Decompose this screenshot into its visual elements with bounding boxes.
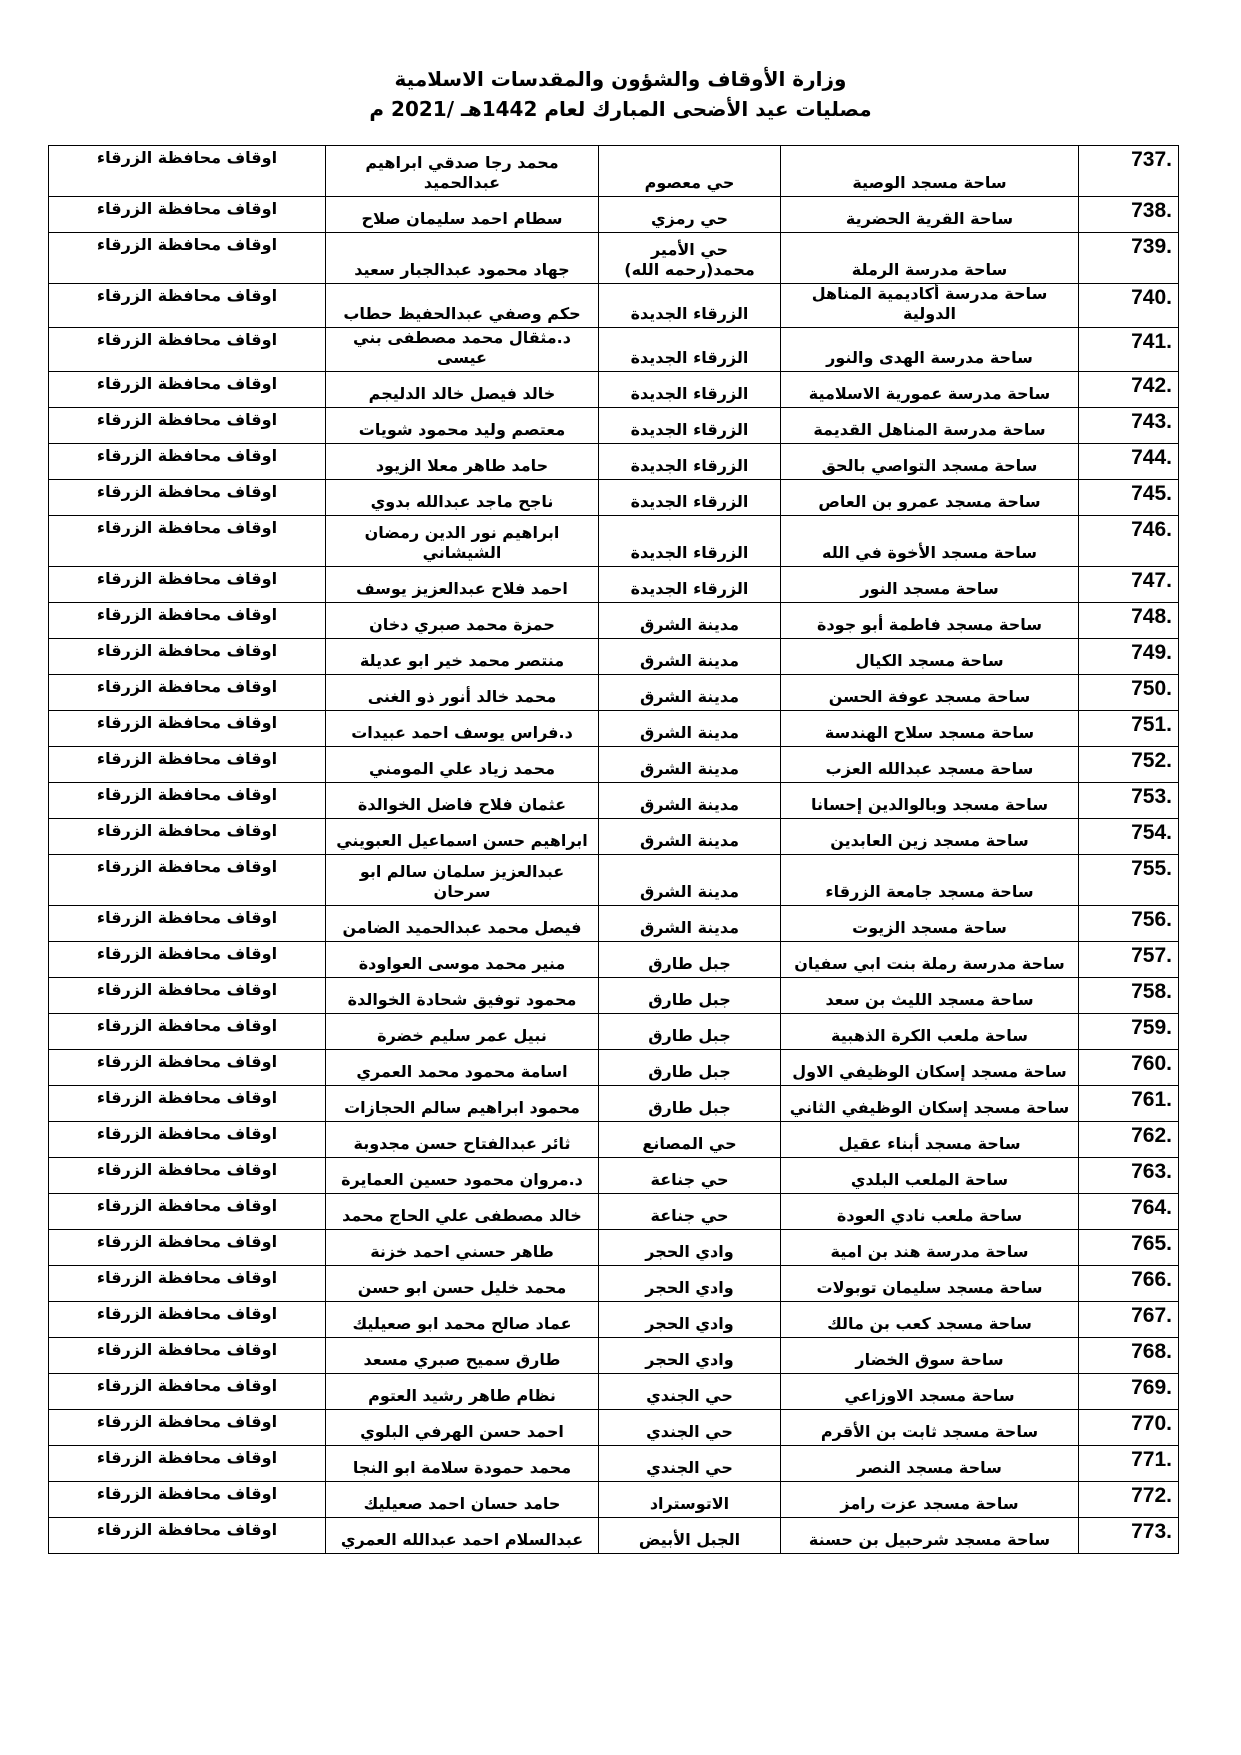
- prayer-ground-name: ساحة مدرسة أكاديمية المناهل الدولية: [781, 284, 1079, 328]
- prayer-ground-name: ساحة مسجد سلاح الهندسة: [781, 711, 1079, 747]
- row-number: 766.: [1079, 1266, 1179, 1302]
- table-row: [49, 233, 1179, 284]
- table-row: [49, 408, 1179, 444]
- imam-name: ابراهيم حسن اسماعيل العبويني: [326, 819, 599, 855]
- prayer-ground-name: ساحة مسجد وبالوالدين إحسانا: [781, 783, 1079, 819]
- table-body: [49, 146, 1179, 1554]
- row-number: 767.: [1079, 1302, 1179, 1338]
- table-row: [49, 783, 1179, 819]
- imam-name: اسامة محمود محمد العمري: [326, 1050, 599, 1086]
- prayer-ground-name: ساحة مسجد الكيال: [781, 639, 1079, 675]
- prayer-ground-name: ساحة مدرسة هند بن امية: [781, 1230, 1079, 1266]
- department-name: اوقاف محافظة الزرقاء: [49, 516, 326, 567]
- area-name: حي جناعة: [599, 1194, 781, 1230]
- area-name: جبل طارق: [599, 1050, 781, 1086]
- prayer-ground-name: ساحة مسجد الاوزاعي: [781, 1374, 1079, 1410]
- row-number: 753.: [1079, 783, 1179, 819]
- imam-name: نبيل عمر سليم خضرة: [326, 1014, 599, 1050]
- area-name: الزرقاء الجديدة: [599, 372, 781, 408]
- prayer-ground-name: ساحة مسجد الأخوة في الله: [781, 516, 1079, 567]
- table-row: [49, 444, 1179, 480]
- table-row: [49, 855, 1179, 906]
- row-number: 773.: [1079, 1518, 1179, 1554]
- table-row: [49, 480, 1179, 516]
- department-name: اوقاف محافظة الزرقاء: [49, 1086, 326, 1122]
- table-row: [49, 1230, 1179, 1266]
- area-name: وادي الحجر: [599, 1230, 781, 1266]
- area-name: الجبل الأبيض: [599, 1518, 781, 1554]
- prayer-ground-name: ساحة مسجد الليث بن سعد: [781, 978, 1079, 1014]
- table-row: [49, 675, 1179, 711]
- row-number: 757.: [1079, 942, 1179, 978]
- table-row: [49, 942, 1179, 978]
- department-name: اوقاف محافظة الزرقاء: [49, 978, 326, 1014]
- department-name: اوقاف محافظة الزرقاء: [49, 480, 326, 516]
- prayer-grounds-table: [48, 145, 1179, 1554]
- row-number: 769.: [1079, 1374, 1179, 1410]
- prayer-ground-name: ساحة مدرسة رملة بنت ابي سفيان: [781, 942, 1079, 978]
- area-name: مدينة الشرق: [599, 675, 781, 711]
- area-name: حي جناعة: [599, 1158, 781, 1194]
- row-number: 752.: [1079, 747, 1179, 783]
- department-name: اوقاف محافظة الزرقاء: [49, 1122, 326, 1158]
- imam-name: محمود توفيق شحادة الخوالدة: [326, 978, 599, 1014]
- area-name: الزرقاء الجديدة: [599, 516, 781, 567]
- prayer-ground-name: ساحة مدرسة الرملة: [781, 233, 1079, 284]
- imam-name: ابراهيم نور الدين رمضان الشيشاني: [326, 516, 599, 567]
- department-name: اوقاف محافظة الزرقاء: [49, 1518, 326, 1554]
- table-row: [49, 372, 1179, 408]
- department-name: اوقاف محافظة الزرقاء: [49, 408, 326, 444]
- prayer-ground-name: ساحة مسجد أبناء عقيل: [781, 1122, 1079, 1158]
- area-name: وادي الحجر: [599, 1302, 781, 1338]
- row-number: 737.: [1079, 146, 1179, 197]
- department-name: اوقاف محافظة الزرقاء: [49, 284, 326, 328]
- row-number: 762.: [1079, 1122, 1179, 1158]
- table-row: [49, 978, 1179, 1014]
- area-name: مدينة الشرق: [599, 855, 781, 906]
- prayer-ground-name: ساحة مدرسة الهدى والنور: [781, 328, 1079, 372]
- table-row: [49, 1338, 1179, 1374]
- area-name: مدينة الشرق: [599, 819, 781, 855]
- prayer-ground-name: ساحة مدرسة عمورية الاسلامية: [781, 372, 1079, 408]
- row-number: 743.: [1079, 408, 1179, 444]
- imam-name: محمد حمودة سلامة ابو النجا: [326, 1446, 599, 1482]
- table-row: [49, 1518, 1179, 1554]
- row-number: 748.: [1079, 603, 1179, 639]
- table-row: [49, 284, 1179, 328]
- prayer-ground-name: ساحة مسجد عوفة الحسن: [781, 675, 1079, 711]
- imam-name: معتصم وليد محمود شويات: [326, 408, 599, 444]
- table-row: [49, 1194, 1179, 1230]
- table-row: [49, 1158, 1179, 1194]
- table-row: [49, 819, 1179, 855]
- area-name: الاتوستراد: [599, 1482, 781, 1518]
- row-number: 738.: [1079, 197, 1179, 233]
- imam-name: محمد خالد أنور ذو الغنى: [326, 675, 599, 711]
- department-name: اوقاف محافظة الزرقاء: [49, 747, 326, 783]
- prayer-ground-name: ساحة ملعب نادي العودة: [781, 1194, 1079, 1230]
- area-name: حي رمزي: [599, 197, 781, 233]
- area-name: جبل طارق: [599, 1086, 781, 1122]
- imam-name: ناجح ماجد عبدالله بدوي: [326, 480, 599, 516]
- department-name: اوقاف محافظة الزرقاء: [49, 675, 326, 711]
- prayer-ground-name: ساحة مسجد كعب بن مالك: [781, 1302, 1079, 1338]
- department-name: اوقاف محافظة الزرقاء: [49, 372, 326, 408]
- prayer-ground-name: ساحة مسجد الزيوت: [781, 906, 1079, 942]
- prayer-ground-name: ساحة مسجد فاطمة أبو جودة: [781, 603, 1079, 639]
- table-row: [49, 639, 1179, 675]
- row-number: 756.: [1079, 906, 1179, 942]
- area-name: مدينة الشرق: [599, 747, 781, 783]
- department-name: اوقاف محافظة الزرقاء: [49, 444, 326, 480]
- department-name: اوقاف محافظة الزرقاء: [49, 328, 326, 372]
- document-subtitle: مصليات عيد الأضحى المبارك لعام 1442هـ /2021 م: [369, 97, 872, 121]
- prayer-ground-name: ساحة مسجد النصر: [781, 1446, 1079, 1482]
- row-number: 759.: [1079, 1014, 1179, 1050]
- row-number: 771.: [1079, 1446, 1179, 1482]
- row-number: 744.: [1079, 444, 1179, 480]
- row-number: 739.: [1079, 233, 1179, 284]
- imam-name: عماد صالح محمد ابو صعيليك: [326, 1302, 599, 1338]
- row-number: 747.: [1079, 567, 1179, 603]
- row-number: 770.: [1079, 1410, 1179, 1446]
- department-name: اوقاف محافظة الزرقاء: [49, 1410, 326, 1446]
- row-number: 751.: [1079, 711, 1179, 747]
- imam-name: احمد فلاح عبدالعزيز يوسف: [326, 567, 599, 603]
- prayer-ground-name: ساحة مسجد عمرو بن العاص: [781, 480, 1079, 516]
- table-row: [49, 1482, 1179, 1518]
- area-name: الزرقاء الجديدة: [599, 444, 781, 480]
- prayer-ground-name: ساحة مسجد سليمان توبولات: [781, 1266, 1079, 1302]
- area-name: حي الجندي: [599, 1374, 781, 1410]
- table-row: [49, 1302, 1179, 1338]
- prayer-ground-name: ساحة ملعب الكرة الذهبية: [781, 1014, 1079, 1050]
- department-name: اوقاف محافظة الزرقاء: [49, 1374, 326, 1410]
- row-number: 745.: [1079, 480, 1179, 516]
- row-number: 760.: [1079, 1050, 1179, 1086]
- row-number: 754.: [1079, 819, 1179, 855]
- department-name: اوقاف محافظة الزرقاء: [49, 1014, 326, 1050]
- department-name: اوقاف محافظة الزرقاء: [49, 1446, 326, 1482]
- area-name: الزرقاء الجديدة: [599, 480, 781, 516]
- prayer-ground-name: ساحة مسجد النور: [781, 567, 1079, 603]
- area-name: حي المصانع: [599, 1122, 781, 1158]
- area-name: مدينة الشرق: [599, 639, 781, 675]
- department-name: اوقاف محافظة الزرقاء: [49, 1266, 326, 1302]
- prayer-ground-name: ساحة مسجد الوصية: [781, 146, 1079, 197]
- imam-name: فيصل محمد عبدالحميد الضامن: [326, 906, 599, 942]
- department-name: اوقاف محافظة الزرقاء: [49, 146, 326, 197]
- prayer-ground-name: ساحة مسجد عبدالله العزب: [781, 747, 1079, 783]
- prayer-ground-name: ساحة مسجد شرحبيل بن حسنة: [781, 1518, 1079, 1554]
- department-name: اوقاف محافظة الزرقاء: [49, 1050, 326, 1086]
- table-row: [49, 1050, 1179, 1086]
- table-row: [49, 603, 1179, 639]
- area-name: مدينة الشرق: [599, 711, 781, 747]
- prayer-ground-name: ساحة مسجد التواصي بالحق: [781, 444, 1079, 480]
- area-name: حي الجندي: [599, 1410, 781, 1446]
- department-name: اوقاف محافظة الزرقاء: [49, 1482, 326, 1518]
- department-name: اوقاف محافظة الزرقاء: [49, 1302, 326, 1338]
- department-name: اوقاف محافظة الزرقاء: [49, 855, 326, 906]
- table-row: [49, 1446, 1179, 1482]
- department-name: اوقاف محافظة الزرقاء: [49, 1230, 326, 1266]
- imam-name: حامد طاهر معلا الزيود: [326, 444, 599, 480]
- imam-name: سطام احمد سليمان صلاح: [326, 197, 599, 233]
- area-name: حي الجندي: [599, 1446, 781, 1482]
- department-name: اوقاف محافظة الزرقاء: [49, 819, 326, 855]
- imam-name: منير محمد موسى العواودة: [326, 942, 599, 978]
- row-number: 772.: [1079, 1482, 1179, 1518]
- imam-name: حمزة محمد صبري دخان: [326, 603, 599, 639]
- imam-name: خالد فيصل خالد الدليجم: [326, 372, 599, 408]
- table-row: [49, 1374, 1179, 1410]
- prayer-ground-name: ساحة مسجد زين العابدين: [781, 819, 1079, 855]
- imam-name: احمد حسن الهرفي البلوي: [326, 1410, 599, 1446]
- table-row: [49, 747, 1179, 783]
- imam-name: حامد حسان احمد صعيليك: [326, 1482, 599, 1518]
- table-row: [49, 711, 1179, 747]
- imam-name: د.مروان محمود حسين العمايرة: [326, 1158, 599, 1194]
- row-number: 765.: [1079, 1230, 1179, 1266]
- prayer-ground-name: ساحة مسجد ثابت بن الأقرم: [781, 1410, 1079, 1446]
- table-row: [49, 1014, 1179, 1050]
- area-name: جبل طارق: [599, 1014, 781, 1050]
- area-name: مدينة الشرق: [599, 603, 781, 639]
- department-name: اوقاف محافظة الزرقاء: [49, 1194, 326, 1230]
- area-name: الزرقاء الجديدة: [599, 328, 781, 372]
- table-row: [49, 906, 1179, 942]
- prayer-ground-name: ساحة مسجد جامعة الزرقاء: [781, 855, 1079, 906]
- row-number: 755.: [1079, 855, 1179, 906]
- department-name: اوقاف محافظة الزرقاء: [49, 906, 326, 942]
- table-row: [49, 1122, 1179, 1158]
- table-row: [49, 146, 1179, 197]
- department-name: اوقاف محافظة الزرقاء: [49, 1158, 326, 1194]
- area-name: مدينة الشرق: [599, 906, 781, 942]
- table-row: [49, 1086, 1179, 1122]
- row-number: 758.: [1079, 978, 1179, 1014]
- row-number: 746.: [1079, 516, 1179, 567]
- area-name: وادي الحجر: [599, 1338, 781, 1374]
- table-row: [49, 1410, 1179, 1446]
- area-name: جبل طارق: [599, 978, 781, 1014]
- prayer-ground-name: ساحة مسجد عزت رامز: [781, 1482, 1079, 1518]
- department-name: اوقاف محافظة الزرقاء: [49, 711, 326, 747]
- table-row: [49, 516, 1179, 567]
- imam-name: محمود ابراهيم سالم الحجازات: [326, 1086, 599, 1122]
- imam-name: حكم وصفي عبدالحفيظ حطاب: [326, 284, 599, 328]
- row-number: 761.: [1079, 1086, 1179, 1122]
- area-name: وادي الحجر: [599, 1266, 781, 1302]
- prayer-ground-name: ساحة الملعب البلدي: [781, 1158, 1079, 1194]
- table-row: [49, 1266, 1179, 1302]
- department-name: اوقاف محافظة الزرقاء: [49, 639, 326, 675]
- department-name: اوقاف محافظة الزرقاء: [49, 233, 326, 284]
- row-number: 768.: [1079, 1338, 1179, 1374]
- table-row: [49, 328, 1179, 372]
- imam-name: محمد زياد علي المومني: [326, 747, 599, 783]
- area-name: الزرقاء الجديدة: [599, 567, 781, 603]
- department-name: اوقاف محافظة الزرقاء: [49, 1338, 326, 1374]
- department-name: اوقاف محافظة الزرقاء: [49, 783, 326, 819]
- imam-name: جهاد محمود عبدالجبار سعيد: [326, 233, 599, 284]
- area-name: الزرقاء الجديدة: [599, 408, 781, 444]
- imam-name: طارق سميح صبري مسعد: [326, 1338, 599, 1374]
- row-number: 763.: [1079, 1158, 1179, 1194]
- imam-name: عثمان فلاح فاضل الخوالدة: [326, 783, 599, 819]
- imam-name: طاهر حسني احمد خزنة: [326, 1230, 599, 1266]
- area-name: جبل طارق: [599, 942, 781, 978]
- imam-name: محمد رجا صدقي ابراهيم عبدالحميد: [326, 146, 599, 197]
- department-name: اوقاف محافظة الزرقاء: [49, 197, 326, 233]
- imam-name: عبدالسلام احمد عبدالله العمري: [326, 1518, 599, 1554]
- imam-name: نظام طاهر رشيد العتوم: [326, 1374, 599, 1410]
- imam-name: خالد مصطفى علي الحاج محمد: [326, 1194, 599, 1230]
- prayer-ground-name: ساحة مسجد إسكان الوظيفي الاول: [781, 1050, 1079, 1086]
- row-number: 764.: [1079, 1194, 1179, 1230]
- prayer-ground-name: ساحة مدرسة المناهل القديمة: [781, 408, 1079, 444]
- department-name: اوقاف محافظة الزرقاء: [49, 942, 326, 978]
- imam-name: عبدالعزيز سلمان سالم ابو سرحان: [326, 855, 599, 906]
- document-header: [0, 64, 1241, 124]
- imam-name: ثائر عبدالفتاح حسن مجدوبة: [326, 1122, 599, 1158]
- table-row: [49, 197, 1179, 233]
- row-number: 740.: [1079, 284, 1179, 328]
- imam-name: محمد خليل حسن ابو حسن: [326, 1266, 599, 1302]
- area-name: حي الأمير محمد(رحمه الله): [599, 233, 781, 284]
- prayer-ground-name: ساحة سوق الخضار: [781, 1338, 1079, 1374]
- area-name: مدينة الشرق: [599, 783, 781, 819]
- imam-name: د.فراس يوسف احمد عبيدات: [326, 711, 599, 747]
- department-name: اوقاف محافظة الزرقاء: [49, 567, 326, 603]
- imam-name: د.مثقال محمد مصطفى بني عيسى: [326, 328, 599, 372]
- ministry-title: وزارة الأوقاف والشؤون والمقدسات الاسلامية: [394, 67, 847, 91]
- department-name: اوقاف محافظة الزرقاء: [49, 603, 326, 639]
- prayer-ground-name: ساحة القرية الحضرية: [781, 197, 1079, 233]
- area-name: الزرقاء الجديدة: [599, 284, 781, 328]
- row-number: 742.: [1079, 372, 1179, 408]
- area-name: حي معصوم: [599, 146, 781, 197]
- row-number: 749.: [1079, 639, 1179, 675]
- prayer-ground-name: ساحة مسجد إسكان الوظيفي الثاني: [781, 1086, 1079, 1122]
- row-number: 741.: [1079, 328, 1179, 372]
- imam-name: منتصر محمد خير ابو عديلة: [326, 639, 599, 675]
- prayer-grounds-table-container: [48, 145, 1178, 1554]
- row-number: 750.: [1079, 675, 1179, 711]
- table-row: [49, 567, 1179, 603]
